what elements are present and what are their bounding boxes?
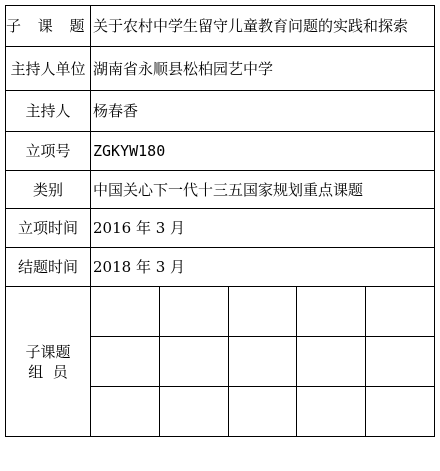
project-number-label: 立项号 <box>6 132 91 171</box>
end-date-label: 结题时间 <box>6 248 91 287</box>
row-project-number <box>6 132 435 171</box>
members-label <box>6 287 91 437</box>
member-slot <box>365 287 434 337</box>
members-grid-row <box>91 287 434 337</box>
host-label: 主持人 <box>6 91 91 132</box>
host-unit-label: 主持人单位 <box>6 47 91 91</box>
member-slot <box>228 337 297 387</box>
members-label-line2: 组 员 <box>28 362 68 381</box>
members-grid-row <box>91 337 434 387</box>
member-slot <box>297 337 366 387</box>
subtopic-label: 子 课 题 <box>6 6 91 47</box>
row-end-date <box>6 248 435 287</box>
row-host-unit <box>6 47 435 91</box>
row-host <box>6 91 435 132</box>
host-value: 杨春香 <box>91 91 435 132</box>
member-slot <box>160 387 229 437</box>
member-slot <box>160 337 229 387</box>
members-label-line1: 子课题 <box>25 342 71 361</box>
project-info-table <box>5 5 435 437</box>
member-slot <box>91 337 160 387</box>
member-slot <box>365 337 434 387</box>
subtopic-value: 关于农村中学生留守儿童教育问题的实践和探索 <box>91 6 435 47</box>
members-grid-cell <box>91 287 435 437</box>
host-unit-value: 湖南省永顺县松柏园艺中学 <box>91 47 435 91</box>
start-date-label: 立项时间 <box>6 209 91 248</box>
member-slot <box>91 287 160 337</box>
member-slot <box>365 387 434 437</box>
project-number-value: ZGKYW180 <box>91 132 435 171</box>
member-slot <box>91 387 160 437</box>
member-slot <box>228 387 297 437</box>
member-slot <box>297 387 366 437</box>
members-grid <box>91 287 434 436</box>
member-slot <box>160 287 229 337</box>
member-slot <box>297 287 366 337</box>
category-value: 中国关心下一代十三五国家规划重点课题 <box>91 171 435 209</box>
start-date-value: 2016 年 3 月 <box>91 209 435 248</box>
category-label: 类别 <box>6 171 91 209</box>
row-subtopic <box>6 6 435 47</box>
row-category <box>6 171 435 209</box>
project-info-form <box>5 5 435 452</box>
row-start-date <box>6 209 435 248</box>
row-members <box>6 287 435 437</box>
members-grid-row <box>91 387 434 437</box>
member-slot <box>228 287 297 337</box>
end-date-value: 2018 年 3 月 <box>91 248 435 287</box>
